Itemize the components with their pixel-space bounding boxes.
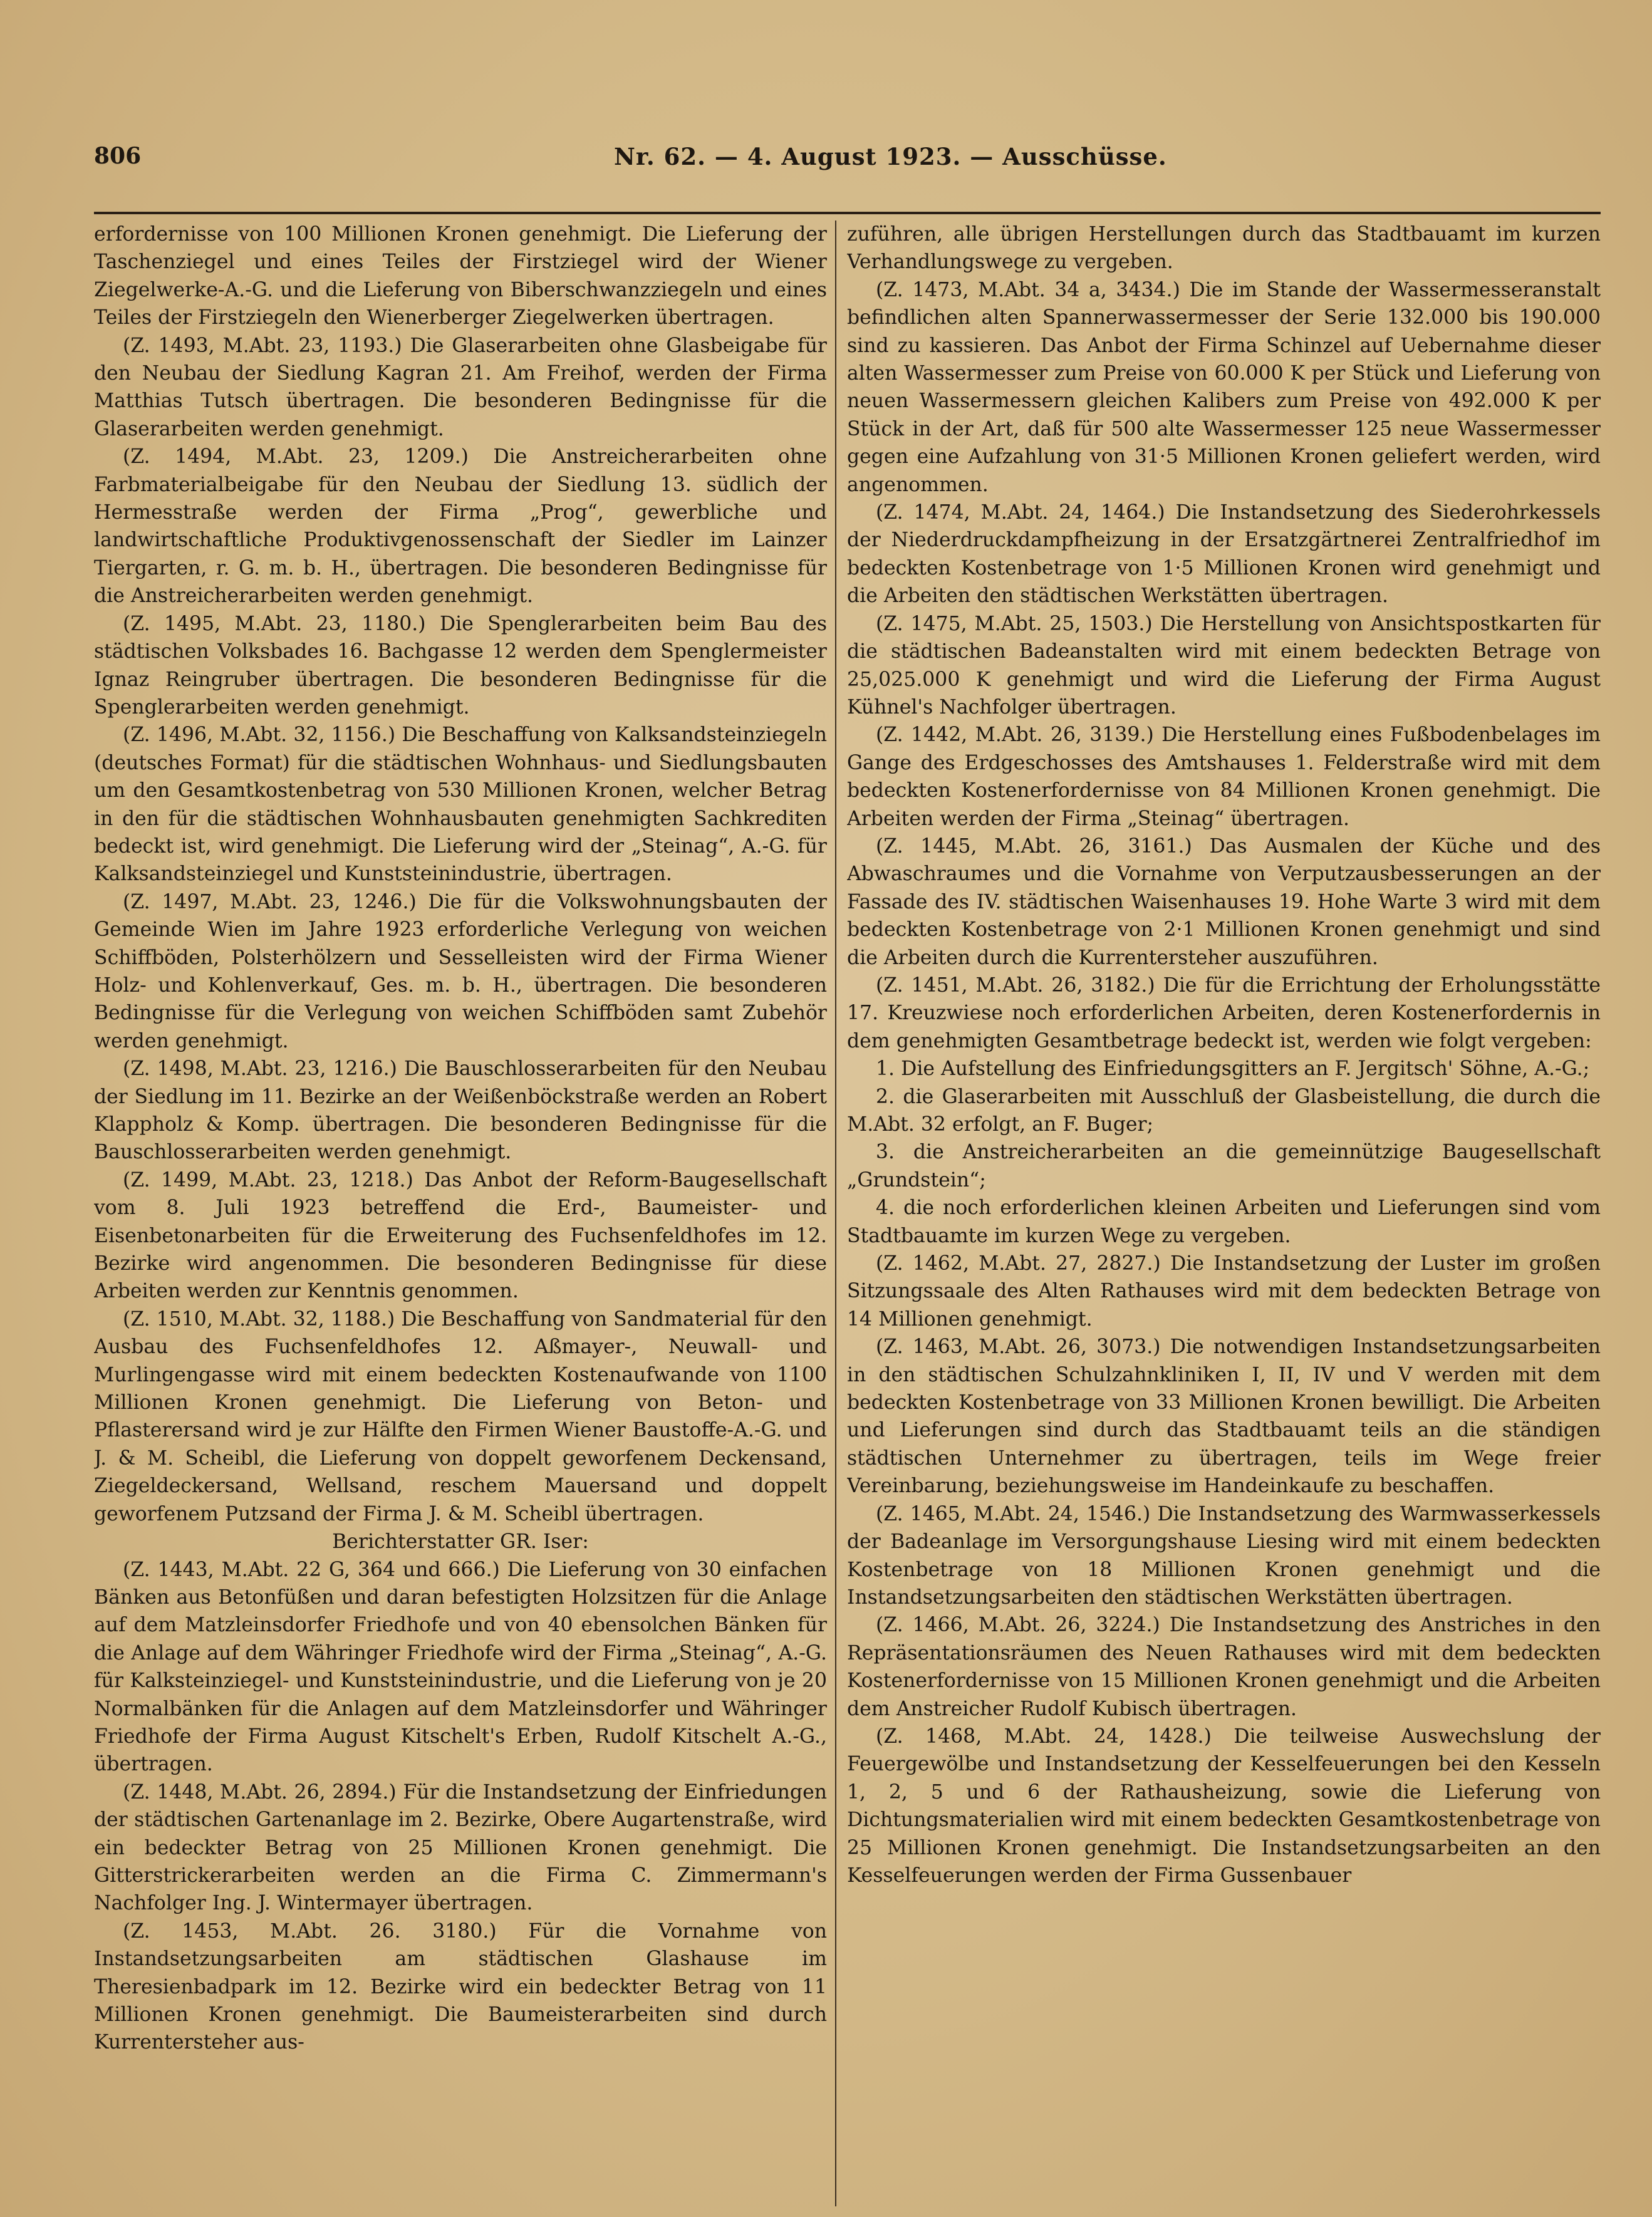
list-item: 1. Die Aufstellung des Einfriedungsgitters an F. Jergitsch' Söhne, A.-G.;: [876, 1057, 1590, 1081]
paragraph: (Z. 1475, M.Abt. 25, 1503.) Die Herstellung von Ansichtspostkarten für die städtischen Badeanstalten wird mit einem bedeckten Betrage von 25,025.000 K genehmigt und wird die Lieferung der Firma August Kühnel's Nachfolger übertragen.: [847, 612, 1601, 719]
list-item: 4. die noch erforderlichen kleinen Arbeiten und Lieferungen sind vom Stadtbauamte im kurzen Wege zu vergeben.: [847, 1197, 1601, 1247]
right-column: [847, 221, 1601, 2209]
paragraph: (Z. 1442, M.Abt. 26, 3139.) Die Herstellung eines Fußbodenbelages im Gange des Erdgeschosses des Amtshauses 1. Felderstraße wird mit dem bedeckten Kostenerfordernisse von 84 Millionen Kronen genehmigt. Die Arbeiten werden der Firma „Steinag“ übertragen.: [847, 724, 1601, 830]
page-number: 806: [94, 143, 142, 169]
paragraph: (Z. 1468, M.Abt. 24, 1428.) Die teilweise Auswechslung der Feuergewölbe und Instandsetzung der Kesselfeuerungen bei den Kesseln 1, 2, 5 und 6 der Rathausheizung, sowie die Lieferung von Dichtungsmaterialien wird mit einem bedeckten Gesamtkostenbetrage von 25 Millionen Kronen genehmigt. Die Instandsetzungsarbeiten an den Kesselfeuerungen werden der Firma Gussenbauer: [847, 1725, 1601, 1887]
paragraph: (Z. 1462, M.Abt. 27, 2827.) Die Instandsetzung der Luster im großen Sitzungssaale des Alten Rathauses wird mit dem bedeckten Betrage von 14 Millionen genehmigt.: [847, 1252, 1601, 1331]
running-title: Nr. 62. — 4. August 1923. — Ausschüsse.: [614, 143, 1167, 170]
paragraph: (Z. 1493, M.Abt. 23, 1193.) Die Glaserarbeiten ohne Glasbeigabe für den Neubau der Siedlung Kagran 21. Am Freihof, werden der Firma Matthias Tutsch übertragen. Die besonderen Bedingnisse für die Glaserarbeiten werden genehmigt.: [94, 334, 827, 440]
list-item: 2. die Glaserarbeiten mit Ausschluß der Glasbeistellung, die durch die M.Abt. 32 erfolgt, an F. Buger;: [847, 1085, 1601, 1136]
paragraph: (Z. 1451, M.Abt. 26, 3182.) Die für die Errichtung der Erholungsstätte 17. Kreuzwiese noch erforderlichen Arbeiten, deren Kostenerfordernis in dem genehmigten Gesamtbetrage bedeckt ist, werden wie folgt vergeben:: [847, 974, 1601, 1052]
paragraph: (Z. 1443, M.Abt. 22 G, 364 und 666.) Die Lieferung von 30 einfachen Bänken aus Betonfüßen und daran befestigten Holzsitzen für die Anlage auf dem Matzleinsdorfer Friedhofe und von 40 ebensolchen Bänken für die Anlage auf dem Währinger Friedhofe wird der Firma „Steinag“, A.-G. für Kalksteinziegel- und Kunststeinindustrie, und die Lieferung von je 20 Normalbänken für die Anlagen auf dem Matzleinsdorfer und Währinger Friedhofe der Firma August Kitschelt's Erben, Rudolf Kitschelt A.-G., übertragen.: [94, 1558, 827, 1776]
section-heading: Berichterstatter GR. Iser:: [332, 1530, 589, 1554]
left-column: [94, 221, 827, 2209]
paragraph: (Z. 1445, M.Abt. 26, 3161.) Das Ausmalen der Küche und des Abwaschraumes und die Vornahme von Verputzausbesserungen an der Fassade des IV. städtischen Waisenhauses 19. Hohe Warte 3 wird mit dem bedeckten Kostenbetrage von 2·1 Millionen Kronen genehmigt und sind die Arbeiten durch die Kurrentersteher auszuführen.: [847, 834, 1601, 969]
paragraph: zuführen, alle übrigen Herstellungen durch das Stadtbauamt im kurzen Verhandlungswege zu vergeben.: [847, 223, 1601, 274]
page-header: [94, 143, 1597, 180]
header-rule: [94, 212, 1601, 214]
paragraph: (Z. 1453, M.Abt. 26. 3180.) Für die Vornahme von Instandsetzungsarbeiten am städtischen Glashause im Theresienbadpark im 12. Bezirke wird ein bedeckter Betrag von 11 Millionen Kronen genehmigt. Die Baumeisterarbeiten sind durch Kurrentersteher aus-: [94, 1919, 827, 2054]
paragraph: (Z. 1496, M.Abt. 32, 1156.) Die Beschaffung von Kalksandsteinziegeln (deutsches Format) für die städtischen Wohnhaus- und Siedlungsbauten um den Gesamtkostenbetrag von 530 Millionen Kronen, welcher Betrag in den für die städtischen Wohnhausbauten genehmigten Sachkrediten bedeckt ist, wird genehmigt. Die Lieferung wird der „Steinag“, A.-G. für Kalksandsteinziegel und Kunststeinindustrie, übertragen.: [94, 724, 827, 886]
paragraph: (Z. 1498, M.Abt. 23, 1216.) Die Bauschlosserarbeiten für den Neubau der Siedlung im 11. Bezirke an der Weißenböckstraße werden an Robert Klappholz & Komp. übertragen. Die besonderen Bedingnisse für die Bauschlosserarbeiten werden genehmigt.: [94, 1057, 827, 1164]
column-divider: [835, 221, 836, 2206]
list-item: 3. die Anstreicherarbeiten an die gemeinnützige Baugesellschaft „Grundstein“;: [847, 1141, 1601, 1192]
paragraph: (Z. 1465, M.Abt. 24, 1546.) Die Instandsetzung des Warmwasserkessels der Badeanlage im Versorgungshause Liesing wird mit einem bedeckten Kostenbetrage von 18 Millionen Kronen genehmigt und die Instandsetzungsarbeiten den städtischen Werkstätten übertragen.: [847, 1502, 1601, 1609]
paragraph: (Z. 1463, M.Abt. 26, 3073.) Die notwendigen Instandsetzungsarbeiten in den städtischen Schulzahnkliniken I, II, IV und V werden mit dem bedeckten Kostenbetrage von 33 Millionen Kronen bewilligt. Die Arbeiten und Lieferungen sind durch das Stadtbauamt teils an die ständigen städtischen Unternehmer zu übertragen, teils im Wege freier Vereinbarung, beziehungsweise im Handeinkaufe zu beschaffen.: [847, 1336, 1601, 1498]
paragraph: (Z. 1466, M.Abt. 26, 3224.) Die Instandsetzung des Anstriches in den Repräsentationsräumen des Neuen Rathauses wird mit dem bedeckten Kostenerfordernisse von 15 Millionen Kronen genehmigt und die Arbeiten dem Anstreicher Rudolf Kubisch übertragen.: [847, 1614, 1601, 1720]
paragraph: (Z. 1474, M.Abt. 24, 1464.) Die Instandsetzung des Siederohrkessels der Niederdruckdampfheizung in der Ersatzgärtnerei Zentralfriedhof im bedeckten Kostenbetrage von 1·5 Millionen Kronen wird genehmigt und die Arbeiten den städtischen Werkstätten übertragen.: [847, 501, 1601, 608]
paragraph: (Z. 1494, M.Abt. 23, 1209.) Die Anstreicherarbeiten ohne Farbmaterialbeigabe für den Neubau der Siedlung 13. südlich der Hermesstraße werden der Firma „Prog“, gewerbliche und landwirtschaftliche Produktivgenossenschaft der Siedler im Lainzer Tiergarten, r. G. m. b. H., übertragen. Die besonderen Bedingnisse für die Anstreicherarbeiten werden genehmigt.: [94, 445, 827, 608]
paragraph: erfordernisse von 100 Millionen Kronen genehmigt. Die Lieferung der Taschenziegel und eines Teiles der Firstziegel wird der Wiener Ziegelwerke-A.-G. und die Lieferung von Biberschwanzziegeln und eines Teiles der Firstziegeln den Wienerberger Ziegelwerken übertragen.: [94, 223, 827, 330]
paragraph: (Z. 1499, M.Abt. 23, 1218.) Das Anbot der Reform-Baugesellschaft vom 8. Juli 1923 betreffend die Erd-, Baumeister- und Eisenbetonarbeiten für die Erweiterung des Fuchsenfeldhofes im 12. Bezirke wird angenommen. Die besonderen Bedingnisse für diese Arbeiten werden zur Kenntnis genommen.: [94, 1168, 827, 1303]
paragraph: (Z. 1495, M.Abt. 23, 1180.) Die Spenglerarbeiten beim Bau des städtischen Volksbades 16. Bachgasse 12 werden dem Spenglermeister Ignaz Reingruber übertragen. Die besonderen Bedingnisse für die Spenglerarbeiten werden genehmigt.: [94, 612, 827, 719]
paragraph: (Z. 1473, M.Abt. 34 a, 3434.) Die im Stande der Wassermesseranstalt befindlichen alten Spannerwassermesser der Serie 132.000 bis 190.000 sind zu kassieren. Das Anbot der Firma Schinzel auf Uebernahme dieser alten Wassermesser zum Preise von 60.000 K per Stück und Lieferung von neuen Wassermessern gleichen Kalibers zum Preise von 492.000 K per Stück in der Art, daß für 500 alte Wassermesser 125 neue Wassermesser gegen eine Aufzahlung von 31·5 Millionen Kronen geliefert werden, wird angenommen.: [847, 278, 1601, 496]
paragraph: (Z. 1510, M.Abt. 32, 1188.) Die Beschaffung von Sandmaterial für den Ausbau des Fuchsenfeldhofes 12. Aßmayer-, Neuwall- und Murlingengasse wird mit einem bedeckten Kostenaufwande von 1100 Millionen Kronen genehmigt. Die Lieferung von Beton- und Pflasterersand wird je zur Hälfte den Firmen Wiener Baustoffe-A.-G. und J. & M. Scheibl, die Lieferung von doppelt geworfenem Deckensand, Ziegeldeckersand, Wellsand, reschem Mauersand und doppelt geworfenem Putzsand der Firma J. & M. Scheibl übertragen.: [94, 1307, 827, 1525]
paragraph: (Z. 1448, M.Abt. 26, 2894.) Für die Instandsetzung der Einfriedungen der städtischen Gartenanlage im 2. Bezirke, Obere Augartenstraße, wird ein bedeckter Betrag von 25 Millionen Kronen genehmigt. Die Gitterstrickerarbeiten werden an die Firma C. Zimmermann's Nachfolger Ing. J. Wintermayer übertragen.: [94, 1780, 827, 1915]
paragraph: (Z. 1497, M.Abt. 23, 1246.) Die für die Volkswohnungsbauten der Gemeinde Wien im Jahre 1923 erforderliche Verlegung von weichen Schiffböden, Polsterhölzern und Sesselleisten wird der Firma Wiener Holz- und Kohlenverkauf, Ges. m. b. H., übertragen. Die besonderen Bedingnisse für die Verlegung von weichen Schiffböden samt Zubehör werden genehmigt.: [94, 890, 827, 1052]
